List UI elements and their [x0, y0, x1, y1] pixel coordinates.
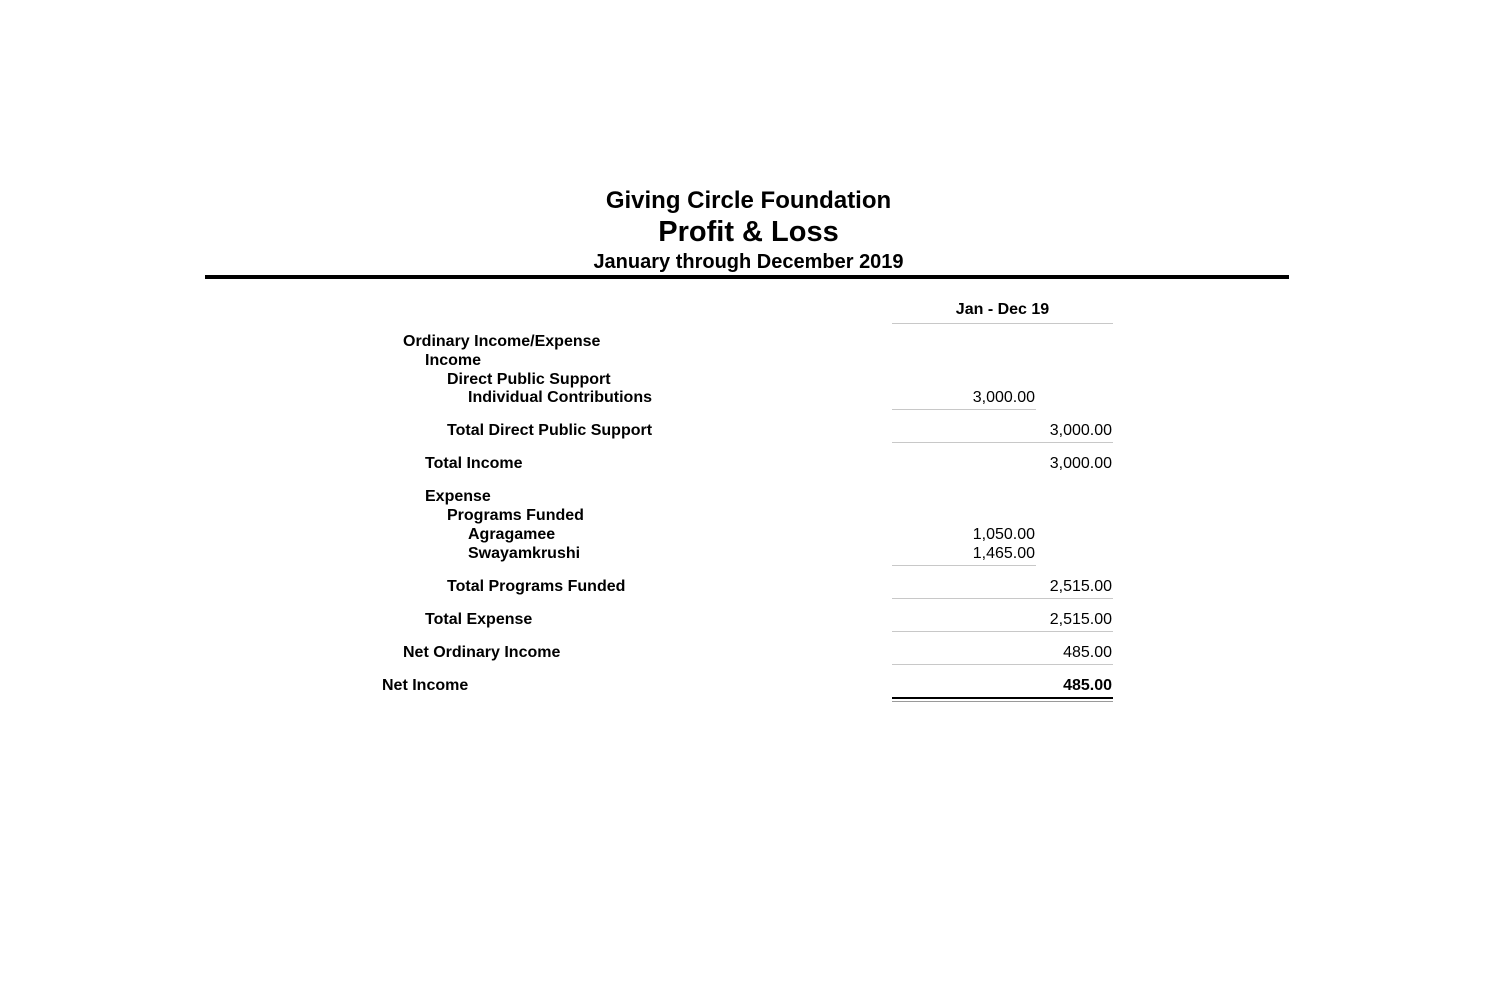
- row-agragamee-value: 1,050.00: [972, 526, 1035, 543]
- column-header: Jan - Dec 19: [955, 301, 1050, 318]
- row-net-ordinary-income-value: 485.00: [1063, 644, 1112, 661]
- section-income: Income: [425, 352, 482, 369]
- row-swayamkrushi-label: Swayamkrushi: [468, 545, 581, 562]
- row-total-direct-public-support-value: 3,000.00: [1049, 422, 1112, 439]
- row-agragamee-label: Agragamee: [468, 526, 556, 543]
- report-period: January through December 2019: [593, 251, 904, 273]
- row-net-ordinary-income-label: Net Ordinary Income: [403, 644, 561, 661]
- row-total-direct-public-support-label: Total Direct Public Support: [447, 422, 653, 439]
- row-total-programs-funded-value: 2,515.00: [1049, 578, 1112, 595]
- row-individual-contributions-label: Individual Contributions: [468, 389, 652, 406]
- row-total-expense-value: 2,515.00: [1049, 611, 1112, 628]
- header-rule: [205, 275, 1289, 279]
- net-income-double-rule-top: [892, 697, 1113, 699]
- row-total-income-value: 3,000.00: [1049, 455, 1112, 472]
- row-net-income-value: 485.00: [1063, 677, 1112, 694]
- row-total-income-label: Total Income: [425, 455, 523, 472]
- organization-name: Giving Circle Foundation: [605, 187, 892, 214]
- row-total-expense-label: Total Expense: [425, 611, 533, 628]
- total-line: [892, 631, 1113, 632]
- total-line: [892, 598, 1113, 599]
- column-header-underline: [892, 323, 1113, 324]
- section-ordinary-income-expense: Ordinary Income/Expense: [403, 333, 601, 350]
- row-net-income-label: Net Income: [382, 677, 469, 694]
- row-swayamkrushi-value: 1,465.00: [972, 545, 1035, 562]
- total-line: [892, 442, 1113, 443]
- row-total-programs-funded-label: Total Programs Funded: [447, 578, 626, 595]
- subtotal-line: [892, 409, 1036, 410]
- section-programs-funded: Programs Funded: [447, 507, 584, 524]
- section-expense: Expense: [425, 488, 491, 505]
- total-line: [892, 664, 1113, 665]
- subtotal-line: [892, 565, 1036, 566]
- section-direct-public-support: Direct Public Support: [447, 371, 611, 388]
- row-individual-contributions-value: 3,000.00: [972, 389, 1035, 406]
- net-income-double-rule-bottom: [892, 701, 1113, 702]
- report-title: Profit & Loss: [658, 216, 839, 248]
